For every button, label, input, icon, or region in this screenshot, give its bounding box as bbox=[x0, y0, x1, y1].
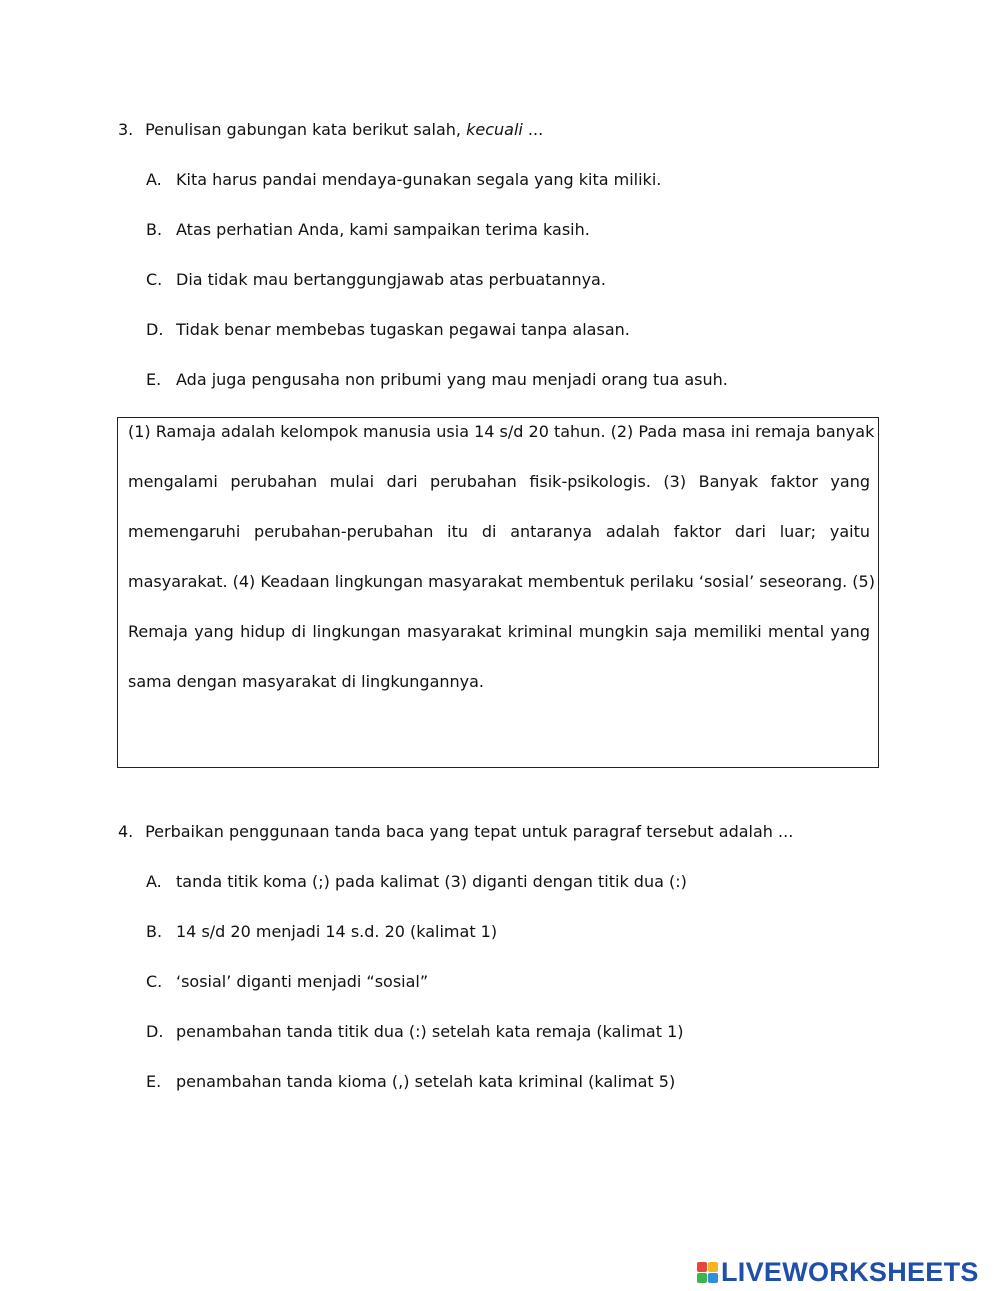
question-3-option-c[interactable] bbox=[146, 269, 606, 291]
passage-line-3: memengaruhi perubahan-perubahan itu di antaranya adalah faktor dari luar; yaitu bbox=[128, 522, 870, 541]
question-4-number: 4. bbox=[118, 822, 134, 841]
logo-block-2 bbox=[708, 1262, 718, 1272]
question-4-option-e[interactable] bbox=[146, 1071, 675, 1093]
option-text: penambahan tanda titik dua (:) setelah kata remaja (kalimat 1) bbox=[176, 1022, 684, 1041]
option-text: Ada juga pengusaha non pribumi yang mau menjadi orang tua asuh. bbox=[176, 370, 728, 389]
option-text: Dia tidak mau bertanggungjawab atas perbuatannya. bbox=[176, 270, 606, 289]
option-letter: E. bbox=[146, 370, 162, 389]
question-4-option-d[interactable] bbox=[146, 1021, 683, 1043]
question-3-option-a[interactable] bbox=[146, 169, 661, 191]
option-text: penambahan tanda kioma (,) setelah kata kriminal (kalimat 5) bbox=[176, 1072, 676, 1091]
question-3-keyword: kecuali bbox=[466, 120, 523, 139]
option-letter: D. bbox=[146, 1022, 164, 1041]
logo-block-4 bbox=[708, 1273, 718, 1283]
question-4-stem bbox=[118, 821, 878, 843]
question-3-ellipsis: ... bbox=[522, 120, 544, 139]
question-3-stem bbox=[118, 119, 878, 141]
question-4-option-a[interactable] bbox=[146, 871, 687, 893]
option-letter: C. bbox=[146, 972, 163, 991]
question-3-number: 3. bbox=[118, 120, 134, 139]
option-letter: C. bbox=[146, 270, 163, 289]
logo-blocks-icon bbox=[697, 1262, 718, 1283]
option-letter: E. bbox=[146, 1072, 162, 1091]
question-4-text: Perbaikan penggunaan tanda baca yang tepat untuk paragraf tersebut adalah ... bbox=[145, 822, 794, 841]
question-3-option-e[interactable] bbox=[146, 369, 728, 391]
passage-box bbox=[117, 417, 879, 768]
passage-line-1: (1) Ramaja adalah kelompok manusia usia 14 s/d 20 tahun. (2) Pada masa ini remaja banyak bbox=[128, 422, 875, 441]
option-letter: D. bbox=[146, 320, 164, 339]
option-text: tanda titik koma (;) pada kalimat (3) diganti dengan titik dua (:) bbox=[176, 872, 687, 891]
option-text: Tidak benar membebas tugaskan pegawai tanpa alasan. bbox=[176, 320, 630, 339]
option-text: 14 s/d 20 menjadi 14 s.d. 20 (kalimat 1) bbox=[176, 922, 498, 941]
option-letter: B. bbox=[146, 922, 163, 941]
option-text: ‘sosial’ diganti menjadi “sosial” bbox=[176, 972, 429, 991]
passage-line-2: mengalami perubahan mulai dari perubahan fisik-psikologis. (3) Banyak faktor yang bbox=[128, 472, 870, 491]
option-text: Atas perhatian Anda, kami sampaikan terima kasih. bbox=[176, 220, 590, 239]
option-letter: B. bbox=[146, 220, 163, 239]
question-4-option-b[interactable] bbox=[146, 921, 497, 943]
passage-line-5: Remaja yang hidup di lingkungan masyarakat kriminal mungkin saja memiliki mental yang bbox=[128, 622, 870, 641]
question-4-option-c[interactable] bbox=[146, 971, 428, 993]
question-3-text: Penulisan gabungan kata berikut salah, bbox=[145, 120, 467, 139]
liveworksheets-logo bbox=[697, 1257, 979, 1287]
option-letter: A. bbox=[146, 170, 162, 189]
question-3-option-b[interactable] bbox=[146, 219, 590, 241]
logo-block-1 bbox=[697, 1262, 707, 1272]
question-3-option-d[interactable] bbox=[146, 319, 630, 341]
logo-text: LIVEWORKSHEETS bbox=[721, 1256, 979, 1287]
option-letter: A. bbox=[146, 872, 162, 891]
logo-block-3 bbox=[697, 1273, 707, 1283]
option-text: Kita harus pandai mendaya-gunakan segala yang kita miliki. bbox=[176, 170, 662, 189]
passage-line-4: masyarakat. (4) Keadaan lingkungan masyarakat membentuk perilaku ‘sosial’ seseorang. (5) bbox=[128, 572, 875, 591]
passage-line-6: sama dengan masyarakat di lingkungannya. bbox=[128, 672, 485, 691]
